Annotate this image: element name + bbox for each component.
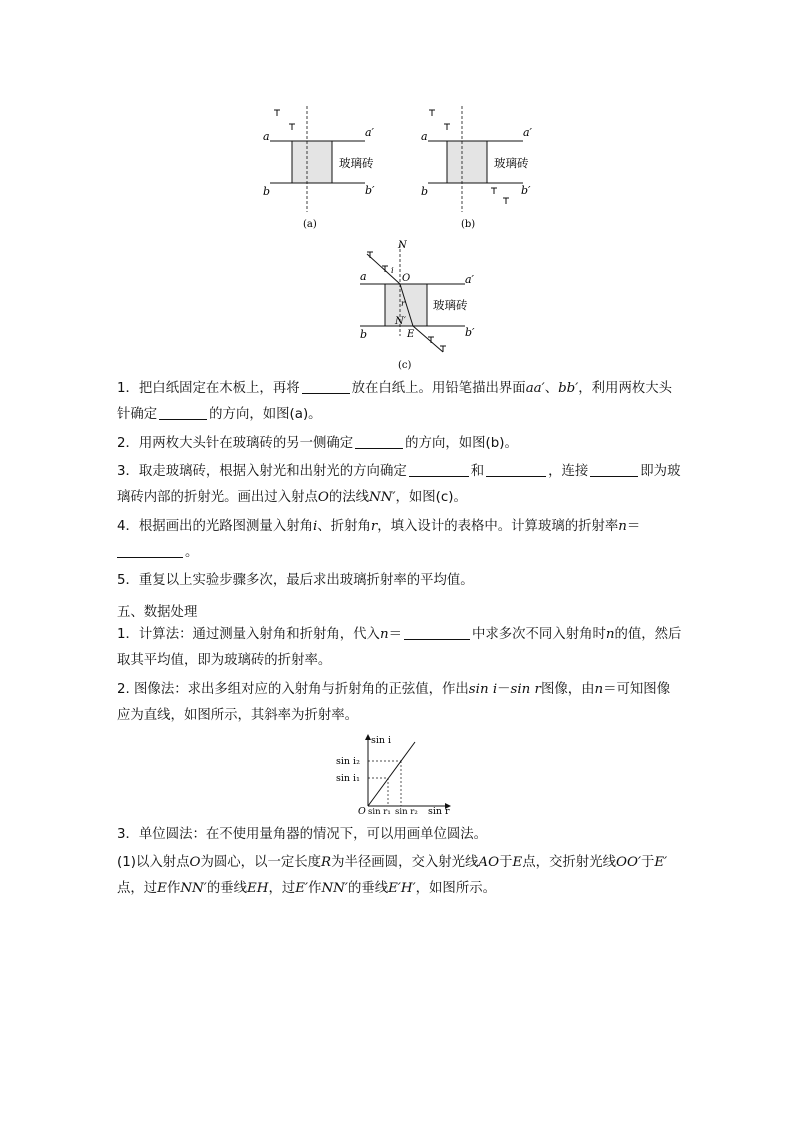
pin-icon: [444, 124, 450, 130]
answer-blank: [159, 405, 207, 420]
x-axis-label: sin r: [428, 806, 450, 816]
step-1: 1．把白纸固定在木板上，再将 放在白纸上。用铅笔描出界面aa′、bb′，利用两枚大头针确定 的方向，如图(a)。: [117, 381, 673, 422]
fit-line: [368, 742, 415, 806]
method-2: 2. 图像法：求出多组对应的入射角与折射角的正弦值，作出sin i－sin r图像，由n＝可知图像应为直线，如图所示，其斜率为折射率。: [117, 682, 671, 723]
incident-ray: [367, 254, 400, 284]
pin-icon: [503, 198, 509, 204]
label-b: b: [421, 185, 429, 198]
caption-b: (b): [461, 219, 476, 230]
label-a: a: [263, 130, 270, 143]
emergent-ray: [413, 326, 443, 352]
x-tick-1: sin r₁: [368, 807, 391, 816]
answer-blank: [355, 434, 403, 449]
pin-icon: [289, 124, 295, 130]
answer-blank: [117, 543, 183, 558]
pin-icon: [274, 110, 280, 116]
x-tick-2: sin r₂: [395, 807, 418, 816]
pin-icon: [429, 110, 435, 116]
section-heading: 五、数据处理: [117, 605, 198, 620]
figure-a: [255, 100, 385, 235]
answer-blank: [404, 625, 470, 640]
answer-blank: [590, 462, 638, 477]
step-5: 5．重复以上实验步骤多次，最后求出玻璃折射率的平均值。: [117, 573, 474, 588]
pin-icon: [491, 188, 497, 194]
y-tick-2: sin i₂: [336, 756, 360, 767]
answer-blank: [486, 462, 546, 477]
label-a-prime: a′: [523, 126, 533, 139]
label-a-prime: a′: [465, 273, 475, 286]
caption-a: (a): [303, 219, 317, 230]
label-b-prime: b′: [465, 326, 475, 339]
glass-label: 玻璃砖: [433, 298, 468, 312]
label-b: b: [360, 328, 368, 341]
method-1: 1．计算法：通过测量入射角和折射角，代入n＝ 中求多次不同入射角时n的值，然后取其平均值，即为玻璃砖的折射率。: [117, 627, 682, 668]
glass-block: [292, 141, 332, 183]
y-tick-1: sin i₁: [336, 773, 360, 784]
label-e: E: [407, 329, 415, 340]
label-n-prime: N′: [395, 316, 407, 327]
method-3: 3．单位圆法：在不使用量角器的情况下，可以用画单位圆法。: [117, 827, 488, 842]
figure-b: [413, 100, 543, 235]
step-3: 3．取走玻璃砖，根据入射光和出射光的方向确定 和 ，连接 即为玻璃砖内部的折射光。画出过入射点O的法线NN′，如图(c)。: [117, 464, 681, 505]
label-b: b: [263, 185, 271, 198]
label-a: a: [360, 270, 367, 283]
glass-label: 玻璃砖: [339, 156, 374, 170]
label-angle-i: i: [391, 266, 394, 276]
method-3-1: (1)以入射点O为圆心，以一定长度R为半径画圆，交入射光线AO于E点，交折射光线OO′于E′点，过E作NN′的垂线EH，过E′作NN′的垂线E′H′，如图所示。: [117, 855, 668, 896]
caption-c: (c): [398, 360, 412, 371]
answer-blank: [409, 462, 469, 477]
step-2: 2．用两枚大头针在玻璃砖的另一侧确定 的方向，如图(b)。: [117, 436, 518, 451]
label-b-prime: b′: [365, 184, 375, 197]
label-n: N: [398, 240, 407, 251]
pin-icon: [440, 346, 446, 352]
glass-label: 玻璃砖: [494, 156, 529, 170]
label-angle-r: r: [401, 299, 406, 309]
sine-graph-figure: [333, 734, 463, 816]
label-o: O: [402, 273, 411, 284]
label-a-prime: a′: [365, 126, 375, 139]
label-b-prime: b′: [521, 184, 531, 197]
step-4: 4．根据画出的光路图测量入射角i、折射角r，填入设计的表格中。计算玻璃的折射率n＝ 。: [117, 519, 641, 560]
y-axis-label: sin i: [371, 735, 392, 746]
glass-block: [447, 141, 487, 183]
answer-blank: [302, 379, 350, 394]
origin-label: O: [358, 806, 366, 816]
figure-c: [345, 236, 485, 372]
label-a: a: [421, 130, 428, 143]
